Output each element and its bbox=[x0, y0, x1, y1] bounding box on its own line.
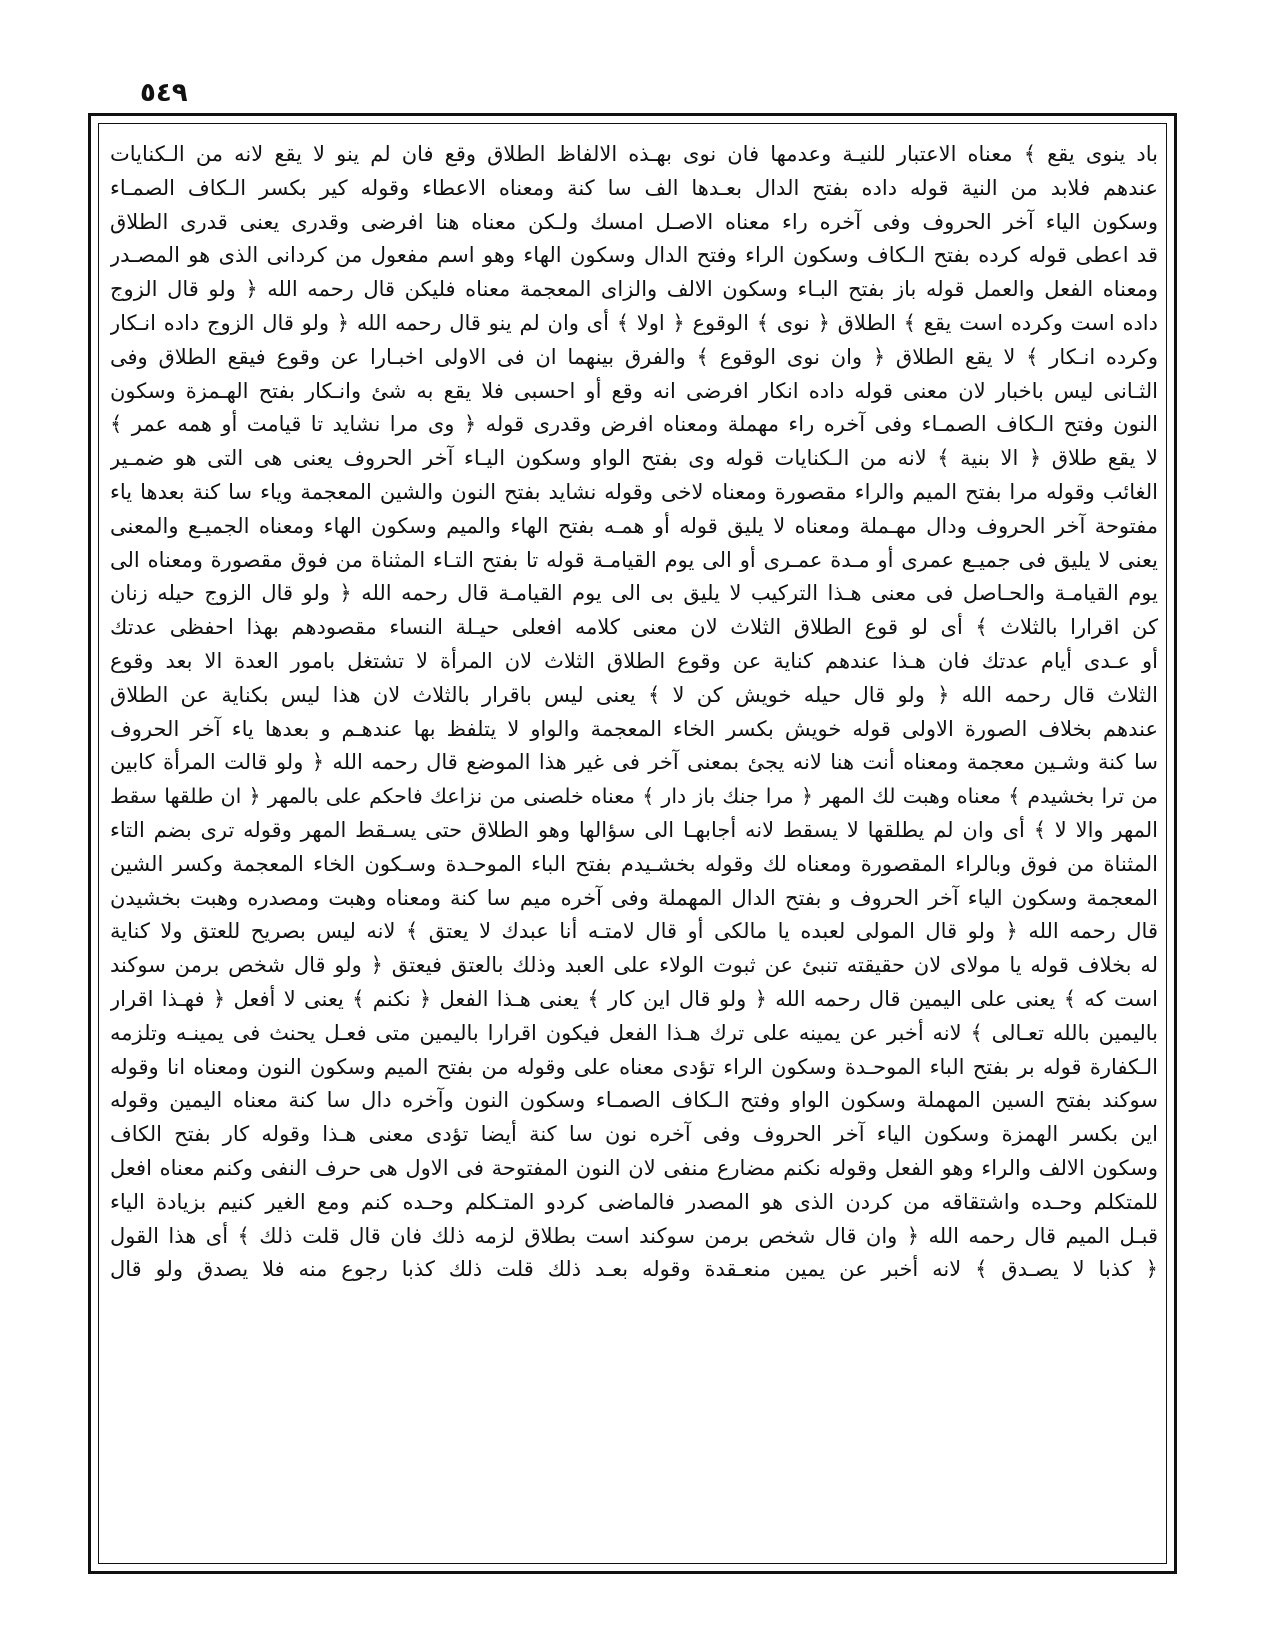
text-line: سوكند بفتح السين المهملة وسكون الواو وفتح الـكاف الصمـاء وسكون النون وآخره دال سا كنة معناه اليمين وقوله bbox=[110, 1088, 1158, 1113]
text-line: وسكون الياء آخر الحروف وفى آخره راء معناه الاصـل امسك ولـكن معناه هنا افرضى وقدرى يعنى قدرى الطلاق bbox=[110, 209, 1158, 234]
text-line: باد ينوى يقع ﴾ معناه الاعتبار للنيـة وعدمها فان نوى بهـذه الالفاظ الطلاق وقع فان لم ينو لا يقع لانه من الـكنايات bbox=[110, 142, 1158, 166]
text-line: سا كنة وشـين معجمة ومعناه أنت هنا لانه يجئ بمعنى آخر فى غير هذا الموضع قال رحمه الله ﴿ ولو قالت المرأة كابين bbox=[110, 750, 1158, 775]
text-line: يعنى لا يليق فى جميـع عمرى أو مـدة عمـرى أو الى يوم القيامـة قوله تا بفتح التـاء المثناة من فوق مقصورة ومعناه الى bbox=[110, 547, 1158, 572]
text-line: داده است وكرده است يقع ﴾ الطلاق ﴿ نوى ﴾ الوقوع ﴿ اولا ﴾ أى وان لم ينو قال رحمه الله ﴿ ولو قال الزوج داده انـكار bbox=[110, 310, 1158, 335]
text-line: عندهم بخلاف الصورة الاولى قوله خويش بكسر الخاء المعجمة والواو لا يتلفظ بها عندهـم و بعدها ياء آخر الحروف bbox=[110, 716, 1158, 741]
text-line: وسكون الالف والراء وهو الفعل وقوله نكنم مضارع منفى لان النون المفتوحة فى الاول هى حرف النفى وكنم معناه افعل bbox=[110, 1155, 1158, 1180]
text-line: قبـل الميم قال رحمه الله ﴿ وان قال شخص برمن سوكند است بطلاق لزمه ذلك فان قال قلت ذلك ﴾ أى هذا القول bbox=[110, 1223, 1158, 1248]
text-line: يوم القيامـة والحـاصل فى معنى هـذا التركيب لا يليق بى الى يوم القيامـة قال رحمه الله ﴿ ولو قال الزوج حيله زنان bbox=[110, 581, 1158, 606]
text-line: است كه ﴾ يعنى على اليمين قال رحمه الله ﴿ ولو قال اين كار ﴾ يعنى هـذا الفعل ﴿ نكنم ﴾ يعنى لا أفعل ﴿ فهـذا اقرار bbox=[110, 986, 1158, 1011]
text-line: باليمين بالله تعـالى ﴾ لانه أخبر عن يمينه على ترك هـذا الفعل فيكون اقرارا باليمين متى فعـل يحنث فى يمينـه وتلزمه bbox=[110, 1020, 1158, 1045]
page-number: ٥٤٩ bbox=[140, 78, 188, 108]
text-line: الغائب وقوله مرا بفتح الميم والراء مقصورة ومعناه لاخى وقوله نشايد بفتح النون والشين المعجمة وياء سا كنة بعدها ياء bbox=[110, 479, 1158, 504]
text-line: ومعناه الفعل والعمل قوله باز بفتح البـاء وسكون الالف والزاى المعجمة معناه فليكن قال رحمه الله ﴿ ولو قال الزوج bbox=[110, 277, 1158, 302]
text-line: المثناة من فوق وبالراء المقصورة ومعناه لك وقوله بخشـيدم بفتح الباء الموحـدة وسـكون الخاء المعجمة وكسر الشين bbox=[110, 851, 1158, 876]
text-line: أو عـدى أيام عدتك فان هـذا عندهم كناية عن وقوع الطلاق الثلاث لان المرأة لا تشتغل بامور العدة الا بعد وقوع bbox=[110, 648, 1158, 673]
text-line: اين بكسر الهمزة وسكون الياء آخر الحروف وفى آخره نون سا كنة أيضا تؤدى معنى هـذا وقوله كار بفتح الكاف bbox=[110, 1122, 1158, 1147]
text-line: وكرده انـكار ﴾ لا يقع الطلاق ﴿ وان نوى الوقوع ﴾ والفرق بينهما ان فى الاولى اخبـارا عن وقوع فيقع الطلاق وفى bbox=[110, 344, 1158, 369]
text-line: مفتوحة آخر الحروف ودال مهـملة ومعناه لا يليق قوله أو همـه بفتح الهاء والميم وسكون الهاء ومعناه الجميـع والمعنى bbox=[110, 513, 1158, 538]
text-line: له بخلاف قوله يا مولاى لان حقيقته تنبئ عن ثبوت الولاء على العبد وذلك بالعتق فيعتق ﴿ ولو قال شخص برمن سوكند bbox=[110, 953, 1158, 978]
body-text bbox=[110, 138, 1158, 1556]
text-line: للمتكلم وحـده واشتقاقه من كردن الذى هو المصدر فالماضى كردو المتـكلم وحـده كنم ومع الغير كنيم بزيادة الياء bbox=[110, 1189, 1158, 1214]
text-line: المعجمة وسكون الياء آخر الحروف و بفتح الدال المهملة وفى آخره ميم سا كنة ومعناه وهبت ومصدره وهبت بخشيدن bbox=[110, 885, 1158, 910]
text-line: كن اقرارا بالثلاث ﴾ أى لو قوع الطلاق الثلاث لان معنى كلامه افعلى حيـلة النساء مقصودهم بهذا احفظى عدتك bbox=[110, 615, 1158, 640]
text-line: الثلاث قال رحمه الله ﴿ ولو قال حيله خويش كن لا ﴾ يعنى ليس باقرار بالثلاث لان هذا ليس بكناية عن الطلاق bbox=[110, 682, 1158, 707]
text-line: عندهم فلابد من النية قوله داده بفتح الدال بعـدها الف سا كنة ومعناه الاعطاء وقوله كير بكسر الـكاف الصمـاء bbox=[110, 175, 1158, 200]
text-line: قال رحمه الله ﴿ ولو قال المولى لعبده يا مالكى أو قال لامتـه أنا عبدك لا يعتق ﴾ لانه ليس بصريح للعتق ولا كناية bbox=[110, 919, 1158, 944]
text-line: المهر والا لا ﴾ أى وان لم يطلقها لا يسقط لانه أجابهـا الى سؤالها وهو الطلاق حتى يسـقط المهر وقوله ترى بضم التاء bbox=[110, 817, 1158, 842]
text-line: لا يقع طلاق ﴿ الا بنية ﴾ لانه من الـكنايات قوله وى بفتح الواو وسكون اليـاء آخر الحروف يعنى هى التى هو ضمـير bbox=[110, 446, 1158, 471]
text-line: النون وفتح الـكاف الصمـاء وفى آخره راء مهملة ومعناه افرض وقدرى قوله ﴿ وى مرا نشايد تا قيامت أو همه عمر ﴾ bbox=[110, 412, 1158, 437]
text-line: الثـانى ليس باخبار لان معنى قوله داده انكار افرضى انه وقع أو احسبى فلا يقع به شئ وانـكار بفتح الهـمزة وسكون bbox=[110, 378, 1158, 403]
text-line: قد اعطى قوله كرده بفتح الـكاف وسكون الراء وفتح الدال وسكون الهاء وهو اسم مفعول من كردانى الذى هو المصـدر bbox=[110, 243, 1158, 268]
text-line: من ترا بخشيدم ﴾ معناه وهبت لك المهر ﴿ مرا جنك باز دار ﴾ معناه خلصنى من نزاعك فاحكم على بالمهر ﴿ ان طلقها سقط bbox=[110, 784, 1158, 809]
text-line: الـكفارة قوله بر بفتح الباء الموحـدة وسكون الراء تؤدى معناه على وقوله من بفتح الميم وسكون النون ومعناه انا وقوله bbox=[110, 1054, 1158, 1079]
text-line: ﴿ كذبا لا يصـدق ﴾ لانه أخبر عن يمين منعـقدة وقوله بعـد ذلك قلت ذلك كذبا رجوع منه فلا يصدق ولو قال bbox=[110, 1257, 1158, 1282]
